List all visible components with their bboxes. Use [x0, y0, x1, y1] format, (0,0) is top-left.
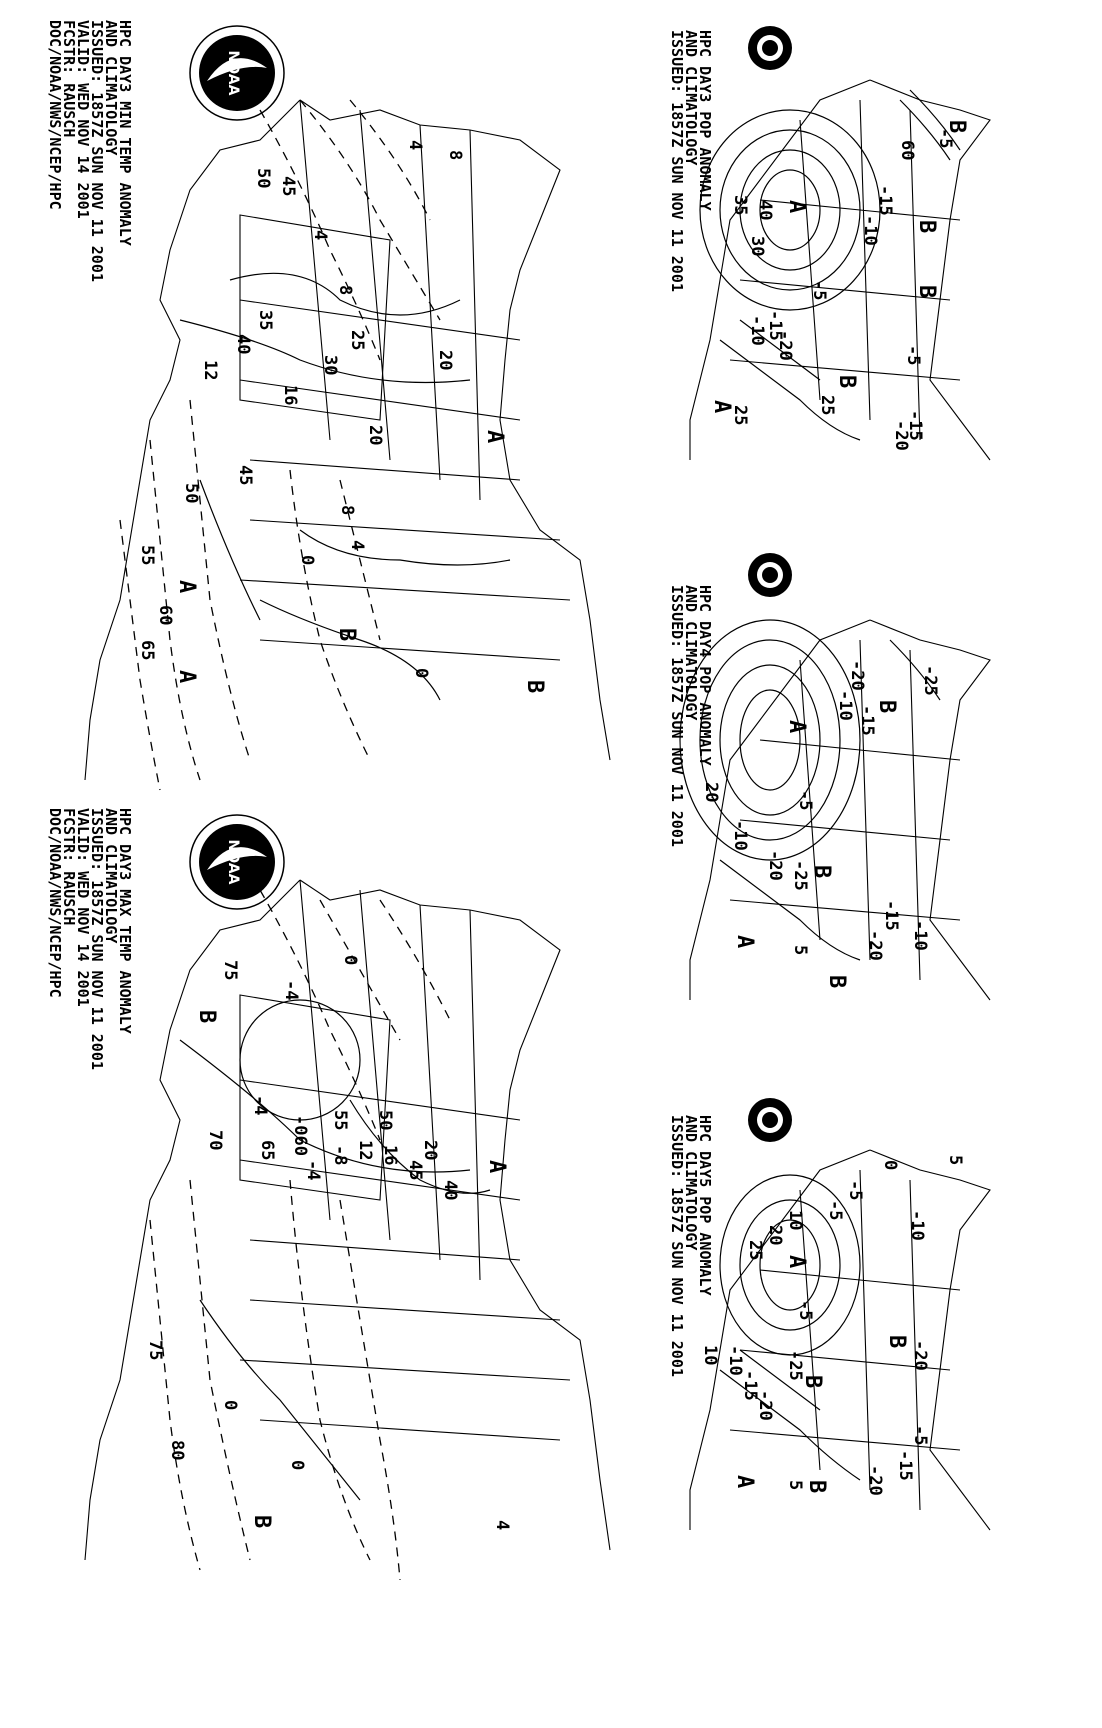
contour-label: 40 — [755, 200, 775, 221]
max-temp-labels — [145, 955, 512, 1530]
contour-label: 12 — [355, 1140, 375, 1161]
contour-label: -15 — [875, 185, 895, 216]
contour-label: -5 — [910, 1425, 930, 1446]
contour-label: -15 — [905, 410, 925, 441]
anomaly-marker: B — [249, 1515, 274, 1529]
contour-label: -10 — [730, 820, 750, 851]
anomaly-marker: B — [800, 1375, 825, 1389]
day5-pop-header-line3: ISSUED: 1857Z SUN NOV 11 2001 — [668, 1115, 686, 1377]
contour-label: 75 — [220, 960, 240, 981]
contour-label: -4 — [281, 980, 301, 1001]
anomaly-marker: B — [944, 120, 969, 134]
contour-label: 40 — [233, 334, 253, 355]
contour-label: -15 — [895, 1450, 915, 1481]
contour-label: 4 — [347, 540, 367, 551]
noaa-logo-small — [748, 1098, 792, 1142]
max-temp-header-line2: AND CLIMATOLOGY — [102, 808, 120, 944]
contour-label: 60 — [897, 140, 917, 161]
min-temp-labels — [137, 140, 547, 693]
anomaly-marker: B — [834, 375, 859, 389]
day3-pop-header-line1: HPC DAY3 POP ANOMALY — [696, 30, 714, 211]
contour-label: -25 — [790, 860, 810, 891]
contour-label: -15 — [857, 705, 877, 736]
contour-label: 20 — [420, 1140, 440, 1161]
min-temp-header-line5: FCSTR: RAUSCH — [60, 20, 78, 138]
contour-label: -5 — [935, 128, 955, 149]
min-temp-contour — [200, 480, 260, 620]
contour-label: -5 — [903, 345, 923, 366]
min-temp-header-line6: DOC/NOAA/NWS/NCEP/HPC — [46, 20, 64, 210]
noaa-logo — [190, 26, 284, 120]
day3-pop-header-line3: ISSUED: 1857Z SUN NOV 11 2001 — [668, 30, 686, 292]
max-temp-header-line6: DOC/NOAA/NWS/NCEP/HPC — [46, 808, 64, 998]
contour-label: -4 — [250, 1095, 270, 1116]
contour-label: -10 — [747, 315, 767, 346]
max-temp-header-line3: ISSUED: 1857Z SUN NOV 11 2001 — [88, 808, 106, 1070]
contour-label: 5 — [945, 1155, 965, 1166]
contour-label: 65 — [257, 1140, 277, 1161]
contour-label: -20 — [891, 420, 911, 451]
contour-label: -10 — [835, 690, 855, 721]
contour-label: 80 — [167, 1440, 187, 1461]
contour-label: 0 — [297, 555, 317, 566]
contour-label: -10 — [725, 1345, 745, 1376]
pop-contour — [700, 640, 840, 840]
max-temp-header-line1: HPC DAY3 MAX TEMP ANOMALY — [116, 808, 134, 1034]
noaa-logo-text: NOAA — [225, 50, 241, 96]
anomaly-marker: B — [824, 975, 849, 989]
anomaly-marker: B — [804, 1480, 829, 1494]
day4-pop-header-line3: ISSUED: 1857Z SUN NOV 11 2001 — [668, 585, 686, 847]
anomaly-marker: B — [914, 285, 939, 299]
contour-label: 10 — [785, 1210, 805, 1231]
contour-label: 25 — [745, 1240, 765, 1261]
contour-label: 45 — [235, 465, 255, 486]
contour-label: 50 — [375, 1110, 395, 1131]
contour-label: 10 — [700, 1345, 720, 1366]
day5-pop-header-line2: AND CLIMATOLOGY — [682, 1115, 700, 1251]
anomaly-marker: B — [334, 628, 359, 642]
contour-label: 25 — [347, 330, 367, 351]
contour-label: 60 — [155, 605, 175, 626]
max-temp-dashed-contour — [150, 1220, 200, 1570]
noaa-logo — [190, 815, 284, 909]
max-temp-dashed-contour — [320, 900, 400, 1040]
contour-label: 20 — [765, 1225, 785, 1246]
contour-label: -5 — [845, 1180, 865, 1201]
contour-label: 50 — [253, 168, 273, 189]
anomaly-marker: B — [884, 1335, 909, 1349]
noaa-logo-small — [748, 553, 792, 597]
contour-label: 0 — [220, 1400, 240, 1411]
contour-label: 0 — [411, 668, 431, 679]
contour-label: 8 — [335, 285, 355, 296]
day4-pop-panel — [668, 553, 990, 1000]
contour-label: 8 — [337, 505, 357, 516]
min-temp-coastline — [85, 100, 610, 780]
contour-label: -25 — [785, 1350, 805, 1381]
contour-label: 40 — [440, 1180, 460, 1201]
anomaly-marker: A — [784, 720, 809, 734]
contour-label: 45 — [278, 176, 298, 197]
day3-pop-panel — [668, 26, 990, 460]
contour-label: 65 — [137, 640, 157, 661]
contour-label: 75 — [145, 1340, 165, 1361]
anomaly-marker: A — [484, 1160, 509, 1174]
day3-pop-labels — [709, 120, 969, 451]
contour-label: -20 — [865, 1465, 885, 1496]
contour-label: -5 — [809, 280, 829, 301]
max-temp-dashed-contour — [340, 1200, 400, 1580]
max-temp-header-line5: FCSTR: RAUSCH — [60, 808, 78, 926]
contour-label: -20 — [910, 1340, 930, 1371]
contour-label: 50 — [181, 483, 201, 504]
day5-pop-panel — [668, 1098, 990, 1530]
max-temp-coastline — [85, 880, 610, 1560]
min-temp-header-line4: VALID: WED NOV 14 2001 — [74, 20, 92, 219]
contour-label: 35 — [255, 310, 275, 331]
contour-label: -10 — [907, 1210, 927, 1241]
contour-label: -10 — [860, 215, 880, 246]
contour-label: -4 — [303, 1160, 323, 1181]
contour-label: 16 — [380, 1145, 400, 1166]
contour-label: -8 — [330, 1145, 350, 1166]
contour-label: 0 — [287, 1460, 307, 1471]
anomaly-marker: A — [174, 580, 199, 594]
day3-pop-state-lines — [730, 100, 960, 440]
day4-pop-header-line1: HPC DAY4 POP ANOMALY — [696, 585, 714, 766]
contour-label: -20 — [765, 850, 785, 881]
min-temp-header-line1: HPC DAY3 MIN TEMP ANOMALY — [116, 20, 134, 246]
contour-label: 0 — [880, 1160, 900, 1171]
anomaly-marker: A — [784, 1255, 809, 1269]
day3-pop-header-line2: AND CLIMATOLOGY — [682, 30, 700, 166]
contour-label: 70 — [205, 1130, 225, 1151]
contour-label: 8 — [445, 150, 465, 161]
max-temp-dashed-contour — [190, 1180, 250, 1560]
contour-label: -20 — [775, 330, 795, 361]
contour-label: 12 — [200, 360, 220, 381]
contour-label: -20 — [865, 930, 885, 961]
contour-label: -20 — [847, 660, 867, 691]
anomaly-marker: B — [522, 680, 547, 694]
noaa-logo-small — [748, 26, 792, 70]
day4-pop-labels — [701, 660, 940, 988]
max-temp-dashed-contour — [290, 1180, 370, 1560]
max-temp-state-lines — [240, 880, 570, 1440]
contour-label: 55 — [137, 545, 157, 566]
contour-label: 30 — [320, 355, 340, 376]
contour-label: -15 — [881, 900, 901, 931]
contour-label: 20 — [365, 425, 385, 446]
anomaly-marker: B — [809, 865, 834, 879]
min-temp-dashed-contour — [350, 100, 430, 220]
contour-label: -5 — [795, 1300, 815, 1321]
contour-label: -060 — [290, 1115, 310, 1156]
anomaly-marker: B — [194, 1010, 219, 1024]
contour-label: -10 — [910, 920, 930, 951]
contour-label: -15 — [740, 1370, 760, 1401]
max-temp-dashed-contour — [380, 900, 450, 1020]
contour-label: -20 — [755, 1390, 775, 1421]
anomaly-marker: A — [784, 200, 809, 214]
contour-label: 4 — [492, 1520, 512, 1531]
day4-pop-header-line2: AND CLIMATOLOGY — [682, 585, 700, 721]
contour-label: 20 — [701, 782, 721, 803]
max-temp-header-line4: VALID: WED NOV 14 2001 — [74, 808, 92, 1007]
day5-pop-header-line1: HPC DAY5 POP ANOMALY — [696, 1115, 714, 1296]
anomaly-marker: A — [732, 1475, 757, 1489]
min-temp-header-line3: ISSUED: 1857Z SUN NOV 11 2001 — [88, 20, 106, 282]
contour-label: -25 — [920, 665, 940, 696]
contour-label: 45 — [405, 1160, 425, 1181]
day5-pop-labels — [700, 1155, 965, 1496]
anomaly-marker: A — [482, 430, 507, 444]
contour-label: -5 — [825, 1200, 845, 1221]
anomaly-marker: B — [914, 220, 939, 234]
contour-label: 30 — [747, 236, 767, 257]
anomaly-marker: A — [732, 935, 757, 949]
contour-label: 5 — [790, 945, 810, 956]
contour-label: 4 — [310, 230, 330, 241]
contour-label: 35 — [730, 195, 750, 216]
anomaly-marker: A — [174, 670, 199, 684]
anomaly-marker: A — [709, 400, 734, 414]
contour-label: 0 — [340, 955, 360, 966]
contour-label: 16 — [280, 385, 300, 406]
contour-label: 25 — [730, 405, 750, 426]
min-temp-dashed-contour — [340, 480, 380, 640]
contour-label: -5 — [795, 790, 815, 811]
anomaly-marker: B — [874, 700, 899, 714]
min-temp-dashed-contour — [290, 470, 370, 760]
contour-label: 4 — [405, 140, 425, 151]
min-temp-panel — [46, 20, 610, 790]
contour-label: 20 — [435, 350, 455, 371]
min-temp-dashed-contour — [300, 100, 440, 320]
contour-label: 55 — [330, 1110, 350, 1131]
contour-label: -15 — [765, 310, 785, 341]
pop-contour — [740, 690, 800, 790]
noaa-logo-text: NOAA — [225, 839, 241, 885]
contour-label: 5 — [785, 1480, 805, 1491]
max-temp-panel — [46, 808, 610, 1580]
min-temp-header-line2: AND CLIMATOLOGY — [102, 20, 120, 156]
contour-label: 25 — [817, 395, 837, 416]
